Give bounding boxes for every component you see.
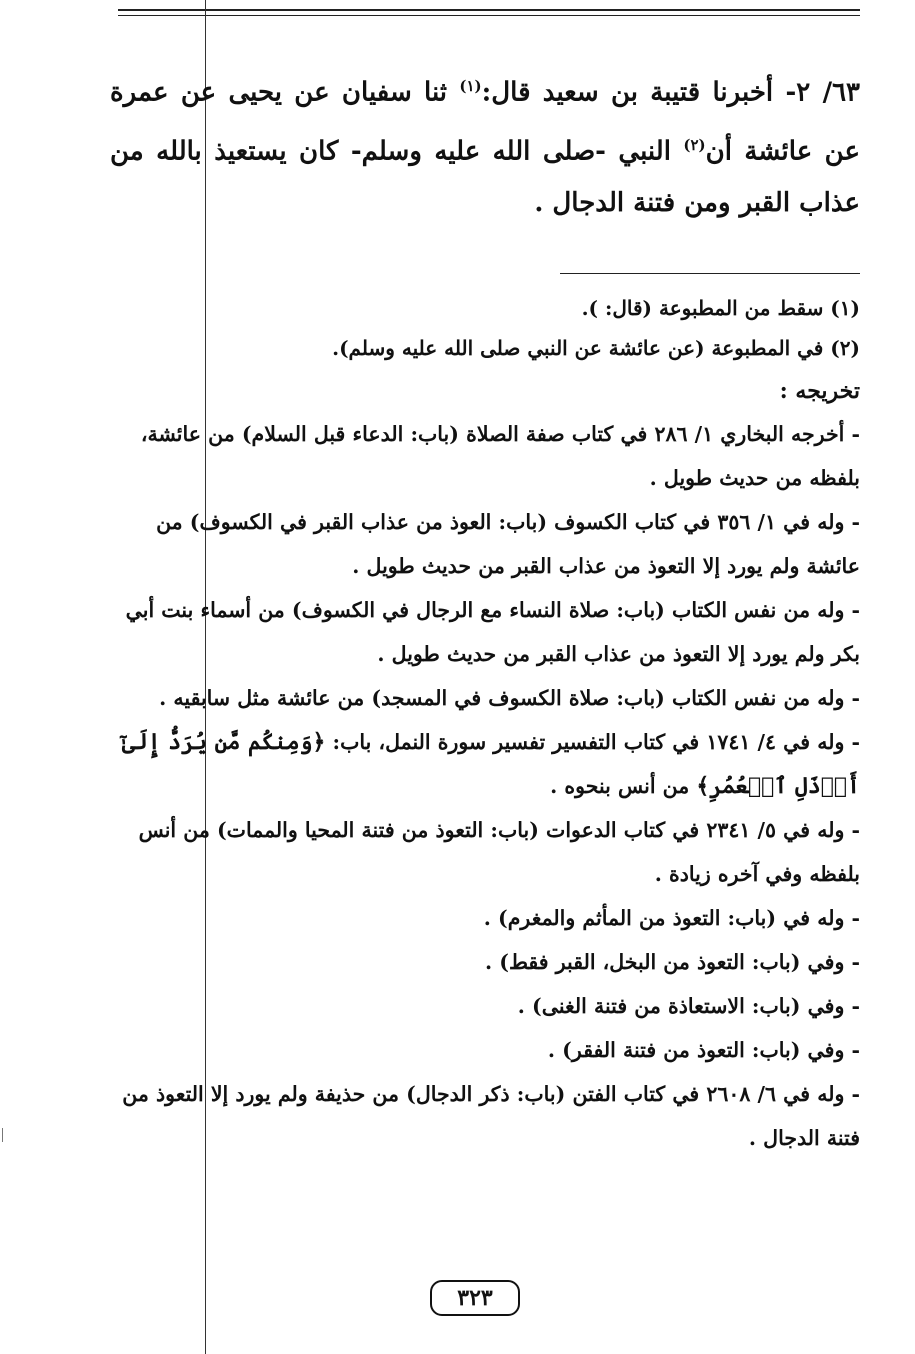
takhrij-item: - أخرجه البخاري ١/ ٢٨٦ في كتاب صفة الصلاة (باب: الدعاء قبل السلام) من عائشة، بلفظه من حديث طويل . (140, 422, 860, 491)
page-number: ٣٢٣ (430, 1280, 520, 1316)
footnote-1: (١) سقط من المطبوعة (قال: ). (581, 296, 860, 321)
takhrij-item: - وفي (باب: الاستعاذة من فتنة الغنى) . (517, 994, 860, 1019)
footnote-2: (٢) في المطبوعة (عن عائشة عن النبي صلى الله عليه وسلم). (332, 336, 860, 361)
footnote-ref-2: (٢) (683, 135, 706, 154)
hadith-text-part-3: النبي -صلى الله عليه وسلم- كان يستعيذ بالله من عذاب القبر ومن فتنة الدجال . (110, 136, 860, 219)
hadith-text-part-1: ٦٣/ ٢- أخبرنا قتيبة بن سعيد قال: (481, 77, 860, 108)
quran-verse: ﴿وَمِنكُم مَّن يُرَدُّ إِلَىٰٓ أَرۡذَلِ ٱلۡعُمُرِ﴾ (121, 729, 860, 800)
takhrij-item: - وفي (باب: التعوذ من البخل، القبر فقط) . (484, 950, 860, 975)
hadith-text-part-2: ثنا سفيان عن يحيى عن عمرة عن عائشة أن (110, 77, 860, 167)
takhrij-item: - وله في ٦/ ٢٦٠٨ في كتاب الفتن (باب: ذكر الدجال) من حذيفة ولم يورد إلا التعوذ من فتنة الدجال . (122, 1082, 860, 1151)
footnote-ref-1: (١) (459, 77, 482, 95)
header-rule-thin (118, 15, 860, 16)
takhrij-item: - وله في ١/ ٣٥٦ في كتاب الكسوف (باب: العوذ من عذاب القبر في الكسوف) من عائشة ولم يورد إلا التعوذ من عذاب القبر من حديث طويل . (156, 510, 860, 579)
takhrij-item-quran (110, 720, 860, 808)
quran-item-before: - وله في ٤/ ١٧٤١ في كتاب التفسير تفسير سورة النمل، باب: (325, 730, 860, 755)
header-rule-thick (118, 9, 860, 11)
page-body (110, 60, 860, 1160)
takhrij-item: - وفي (باب: التعوذ من فتنة الفقر) . (547, 1038, 860, 1063)
footnote-divider (560, 273, 860, 274)
page-edge-mark (2, 1128, 3, 1142)
takhrij-heading: تخريجه : (779, 378, 860, 405)
hadith-text (110, 60, 860, 229)
takhrij-item: - وله من نفس الكتاب (باب: صلاة النساء مع الرجال في الكسوف) من أسماء بنت أبي بكر ولم يورد إلا التعوذ من عذاب القبر من حديث طويل . (125, 598, 860, 667)
takhrij-item: - وله من نفس الكتاب (باب: صلاة الكسوف في المسجد) من عائشة مثل سابقيه . (159, 686, 860, 711)
quran-item-after: من أنس بنحوه . (550, 774, 697, 799)
takhrij-item: - وله في ٥/ ٢٣٤١ في كتاب الدعوات (باب: التعوذ من فتنة المحيا والممات) من أنس بلفظه وفي آخره زيادة . (138, 818, 860, 887)
takhrij-item: - وله في (باب: التعوذ من المأثم والمغرم) . (483, 906, 860, 931)
